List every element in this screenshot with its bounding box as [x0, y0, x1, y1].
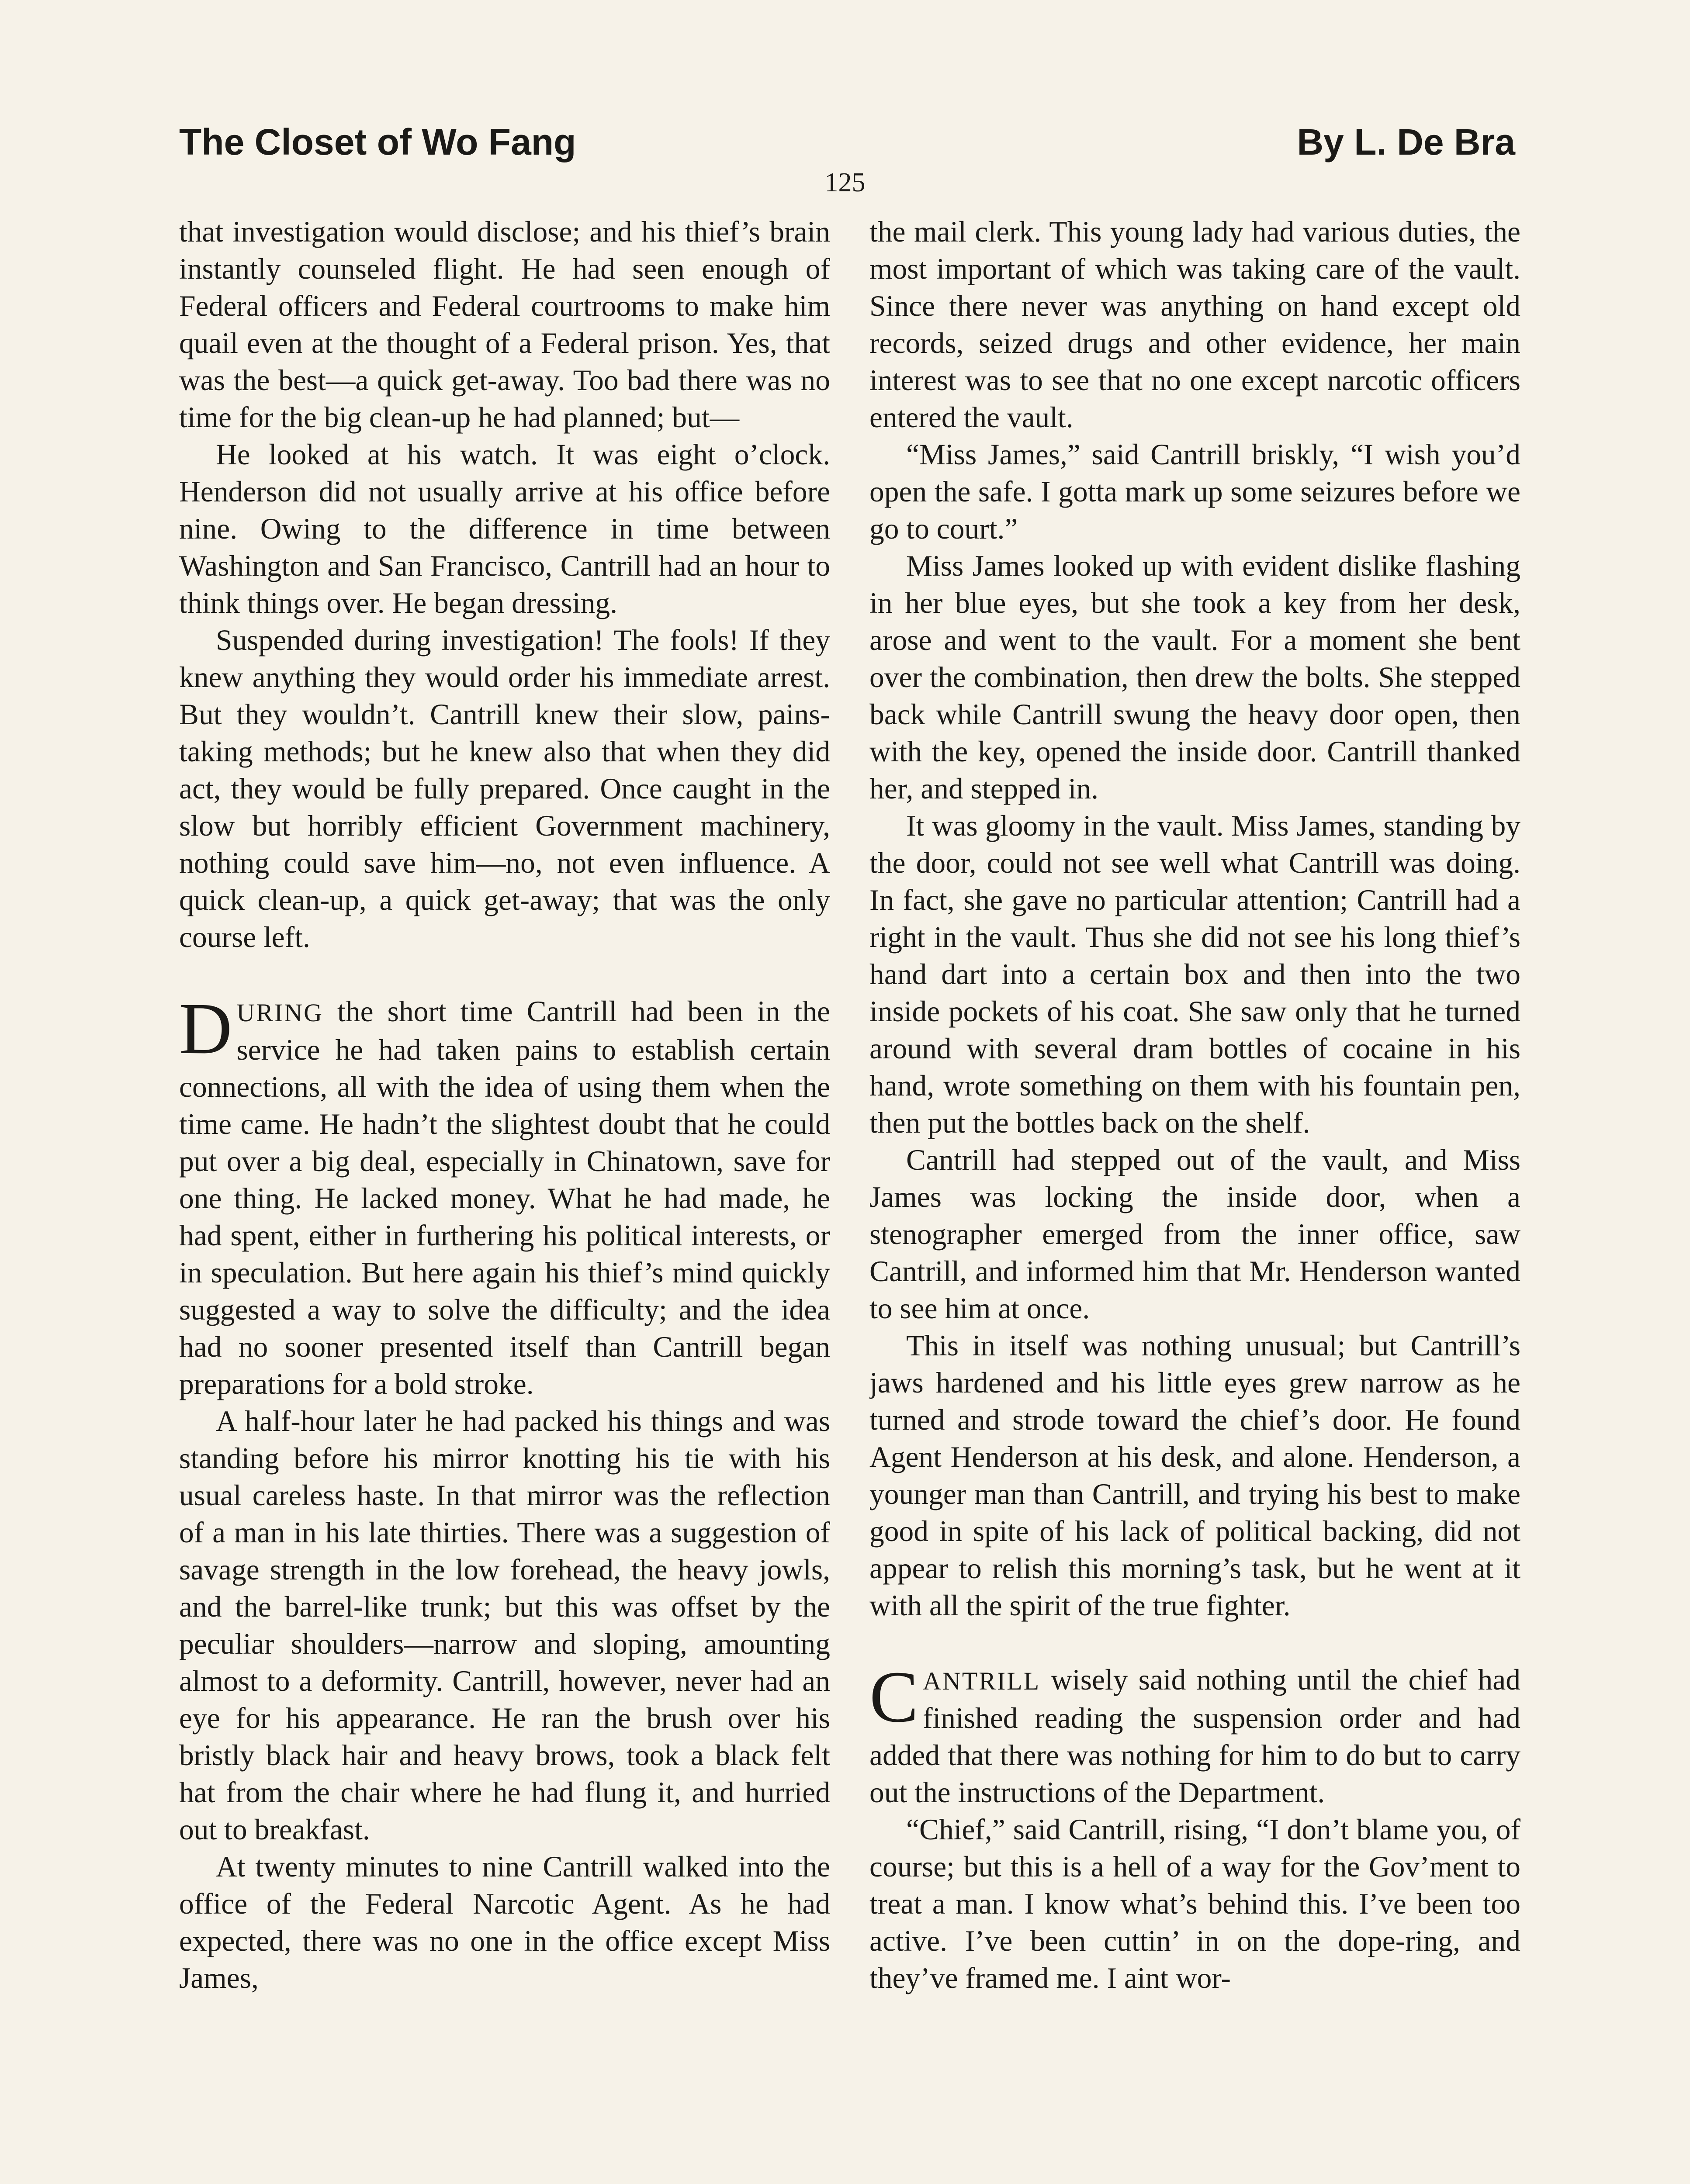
paragraph: Suspended during investigation! The fools! If they knew anything they would order his immediate arrest. But they wouldn’t. Cantrill knew their slow, painstaking methods; but he knew also that when they did act, they would be fully prepared. Once caught in the slow but horribly efficient Government machinery, nothing could save him—no, not even influence. A quick clean-up, a quick get-away; that was the only course left.	[179, 624, 830, 954]
right-column	[869, 213, 1520, 2184]
paragraph-text: wisely said nothing until the chief had finished reading the suspension order and had added that there was nothing for him to do but to carry out the instructions of the Department.	[869, 1663, 1520, 1809]
paragraph: At twenty minutes to nine Cantrill walked into the office of the Federal Narcotic Agent. As he had expected, there was no one in the office except Miss James,	[179, 1850, 830, 1994]
paragraph: This in itself was nothing unusual; but Cantrill’s jaws hardened and his little eyes grew narrow as he turned and strode toward the chief’s door. He found Agent Henderson at his desk, and alone. Henderson, a younger man than Cantrill, and trying his best to make good in spite of his lack of political backing, did not appear to relish this morning’s task, but he went at it with all the spirit of the true fighter.	[869, 1329, 1520, 1622]
paragraph: A half-hour later he had packed his things and was standing before his mirror knotting his tie with his usual careless haste. In that mirror was the reflection of a man in his late thirties. There was a suggestion of savage strength in the low forehead, the heavy jowls, and the barrel-like trunk; but this was offset by the peculiar shoulders—narrow and sloping, amounting almost to a deformity. Cantrill, however, never had an eye for his appearance. He ran the brush over his bristly black hair and heavy brows, took a black felt hat from the chair where he had flung it, and hurried out to breakfast.	[179, 1405, 830, 1846]
paragraph: It was gloomy in the vault. Miss James, standing by the door, could not see well what Cantrill was doing. In fact, she gave no particular attention; Cantrill had a right in the vault. Thus she did not see his long thief’s hand dart into a certain box and then into the two inside pockets of his coat. She saw only that he turned around with several dram bottles of cocaine in his hand, wrote something on them with his fountain pen, then put the bottles back on the shelf.	[869, 809, 1520, 1139]
left-column	[179, 213, 830, 2184]
page-number: 125	[824, 168, 866, 197]
paragraph: “Chief,” said Cantrill, rising, “I don’t blame you, of course; but this is a hell of a way for the Gov’ment to treat a man. I know what’s behind this. I’ve been too active. I’ve been cuttin’ in on the dope-ring, and they’ve framed me. I aint wor-	[869, 1813, 1520, 1994]
section-opening-paragraph	[179, 988, 830, 1403]
drop-cap: C	[869, 1656, 919, 1738]
paragraph: Miss James looked up with evident dislike flashing in her blue eyes, but she took a key from her desk, arose and went to the vault. For a moment she bent over the combination, then drew the bolts. She stepped back while Cantrill swung the heavy door open, then with the key, opened the inside door. Cantrill thanked her, and stepped in.	[869, 549, 1520, 805]
story-author: By L. De Bra	[1297, 121, 1515, 162]
lead-caps: ANTRILL	[923, 1667, 1041, 1695]
drop-cap: D	[179, 988, 232, 1069]
paragraph: the mail clerk. This young lady had various duties, the most important of which was taking care of the vault. Since there never was anything on hand except old records, seized drugs and other evidence, her main interest was to see that no one except narcotic officers entered the vault.	[869, 215, 1520, 434]
paragraph: “Miss James,” said Cantrill briskly, “I wish you’d open the safe. I gotta mark up some seizures before we go to court.”	[869, 438, 1520, 545]
lead-caps: URING	[236, 999, 323, 1027]
section-opening-paragraph	[869, 1656, 1520, 1811]
paragraph-text: the short time Cantrill had been in the service he had taken pains to establish certain connections, all with the idea of using them when the time came. He hadn’t the slightest doubt that he could put over a big deal, especially in Chinatown, save for one thing. He lacked money. What he had made, he had spent, either in furthering his political interests, or in speculation. But here again his thief’s mind quickly suggested a way to solve the difficulty; and the idea had no sooner presented itself than Cantrill began preparations for a bold stroke.	[179, 995, 830, 1400]
paragraph: Cantrill had stepped out of the vault, and Miss James was locking the inside door, when a stenographer emerged from the inner office, saw Cantrill, and informed him that Mr. Henderson wanted to see him at once.	[869, 1144, 1520, 1325]
running-header	[179, 118, 1515, 170]
paragraph: that investigation would disclose; and his thief’s brain instantly counseled flight. He had seen enough of Federal officers and Federal courtrooms to make him quail even at the thought of a Federal prison. Yes, that was the best—a quick get-away. Too bad there was no time for the big clean-up he had planned; but—	[179, 215, 830, 434]
story-title: The Closet of Wo Fang	[179, 121, 576, 162]
paragraph: He looked at his watch. It was eight o’clock. Henderson did not usually arrive at his office before nine. Owing to the difference in time between Washington and San Francisco, Cantrill had an hour to think things over. He began dressing.	[179, 438, 830, 619]
